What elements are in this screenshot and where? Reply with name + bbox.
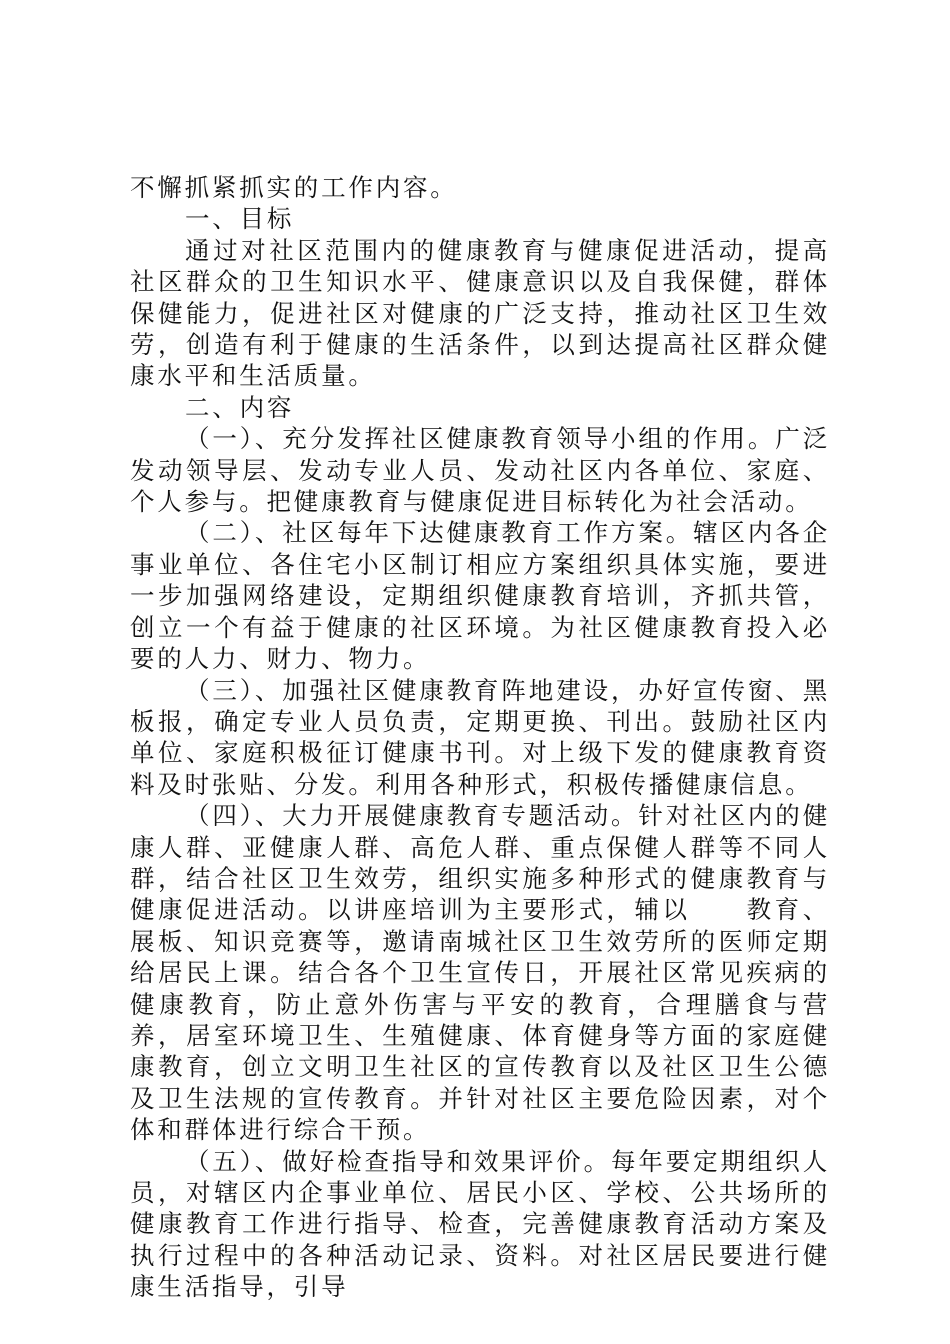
paragraph-continuation: 不懈抓紧抓实的工作内容。 (130, 173, 458, 202)
section-heading-content: 二、内容 (185, 392, 295, 422)
document-page (130, 172, 830, 1303)
paragraph-item-4: （四）、大力开展健康教育专题活动。针对社区内的健康人群、亚健康人群、高危人群、重点保健人群等不同人群，结合社区卫生效劳，组织实施多种形式的健康教育与健康促进活动。以讲座培训为主要形式，辅以 教育、展板、知识竞赛等，邀请南城社区卫生效劳所的医师定期给居民上课。结合各个卫生宣传日，开展社区常见疾病的健康教育，防止意外伤害与平安的教育，合理膳食与营养，居室环境卫生、生殖健康、体育健身等方面的家庭健康教育，创立文明卫生社区的宣传教育以及社区卫生公德及卫生法规的宣传教育。并针对社区主要危险因素，对个体和群体进行综合干预。 (130, 801, 830, 1145)
section-heading-goals: 一、目标 (185, 204, 295, 234)
paragraph-item-2: （二）、社区每年下达健康教育工作方案。辖区内各企事业单位、各住宅小区制订相应方案组织具体实施，要进一步加强网络建设，定期组织健康教育培训，齐抓共管，创立一个有益于健康的社区环境。为社区健康教育投入必要的人力、财力、物力。 (130, 518, 830, 674)
paragraph-item-5: （五）、做好检查指导和效果评价。每年要定期组织人员，对辖区内企事业单位、居民小区、学校、公共场所的健康教育工作进行指导、检查，完善健康教育活动方案及执行过程中的各种活动记录、资料。对社区居民要进行健康生活指导，引导 (130, 1146, 830, 1302)
paragraph-item-1: （一）、充分发挥社区健康教育领导小组的作用。广泛发动领导层、发动专业人员、发动社区内各单位、家庭、个人参与。把健康教育与健康促进目标转化为社会活动。 (130, 424, 830, 517)
paragraph-item-3: （三）、加强社区健康教育阵地建设，办好宣传窗、黑板报，确定专业人员负责，定期更换、刊出。鼓励社区内单位、家庭积极征订健康书刊。对上级下发的健康教育资料及时张贴、分发。利用各种形式，积极传播健康信息。 (130, 675, 830, 799)
paragraph-goals: 通过对社区范围内的健康教育与健康促进活动，提高社区群众的卫生知识水平、健康意识以及自我保健，群体保健能力，促进社区对健康的广泛支持，推动社区卫生效劳，创造有利于健康的生活条件，以到达提高社区群众健康水平和生活质量。 (130, 235, 830, 391)
